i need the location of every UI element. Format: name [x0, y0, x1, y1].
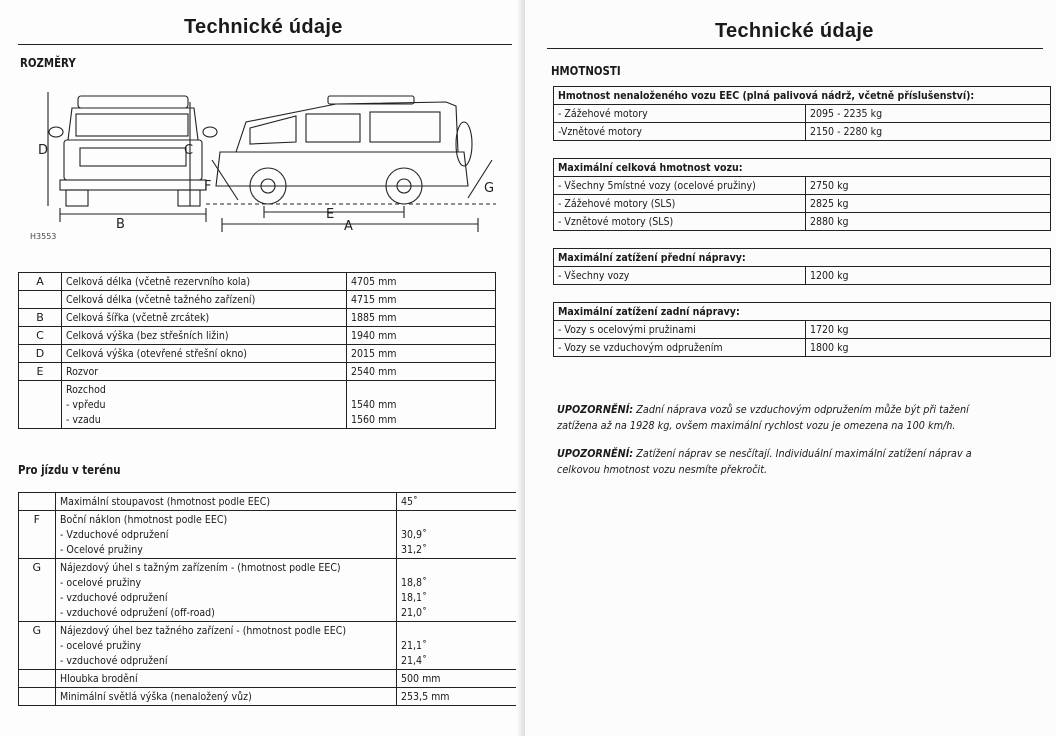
- row-key: E: [19, 363, 62, 381]
- page-title: Technické údaje: [184, 16, 343, 38]
- weight-label-text: - Vozy se vzduchovým odpružením: [558, 341, 723, 354]
- title-rule: [18, 44, 512, 45]
- group-spacer: [554, 285, 1051, 303]
- weight-label: [554, 339, 806, 357]
- description-line: - ocelové pružiny: [59, 576, 141, 589]
- label-g: G: [484, 181, 495, 196]
- group-header-text: Maximální zatížení zadní nápravy:: [558, 305, 740, 318]
- table-row: [19, 327, 496, 345]
- description-line: - Vzduchové odpružení: [59, 528, 168, 541]
- row-key: [19, 291, 62, 309]
- row-value: [347, 363, 496, 381]
- row-value: [397, 559, 525, 622]
- weight-value: [806, 123, 1051, 141]
- description-line: Celková délka (včetně tažného zařízení): [66, 293, 256, 306]
- weight-label: [554, 213, 806, 231]
- label-d: D: [38, 143, 49, 158]
- right-page: [525, 0, 1056, 736]
- row-description: [62, 291, 347, 309]
- table-row: [19, 273, 496, 291]
- weights-table: [553, 86, 1051, 357]
- row-value: [347, 273, 496, 291]
- label-c: C: [184, 143, 194, 158]
- row-key: [19, 670, 56, 688]
- group-header-row: [554, 159, 1051, 177]
- group-header-row: [554, 87, 1051, 105]
- table-row: [19, 363, 496, 381]
- table-row: [19, 670, 525, 688]
- weight-value-text: 2880 kg: [810, 215, 849, 228]
- weight-value-text: 2825 kg: [810, 197, 849, 210]
- description-line: - vpředu: [66, 398, 106, 411]
- table-row: [19, 493, 525, 511]
- value-line: 18,1˚: [401, 591, 427, 604]
- row-value: [397, 688, 525, 706]
- description-line: Hloubka brodění: [59, 672, 138, 685]
- description-line: Nájezdový úhel bez tažného zařízení - (hmotnost podle EEC): [59, 624, 346, 637]
- row-description: [62, 363, 347, 381]
- table-row: [19, 559, 525, 622]
- description-line: - vzduchové odpružení (off-road): [59, 606, 215, 619]
- value-line: 31,2˚: [401, 543, 427, 556]
- value-line: 4715 mm: [351, 293, 397, 306]
- row-description: [62, 345, 347, 363]
- description-line: Maximální stoupavost (hmotnost podle EEC): [59, 495, 270, 508]
- weight-value: [806, 105, 1051, 123]
- weight-label: [554, 321, 806, 339]
- row-value: [347, 327, 496, 345]
- description-line: Rozvor: [66, 365, 99, 378]
- front-grille: [80, 148, 186, 166]
- row-description: [62, 273, 347, 291]
- description-line: - Ocelové pružiny: [59, 543, 143, 556]
- row-value: [347, 345, 496, 363]
- table-row: [554, 123, 1051, 141]
- group-header-text: Hmotnost nenaloženého vozu EEC (plná palivová nádrž, včetně příslušenství):: [558, 89, 975, 102]
- description-line: Celková šířka (včetně zrcátek): [66, 311, 210, 324]
- front-body: [64, 140, 202, 180]
- group-header: [554, 303, 1051, 321]
- side-window-rear: [370, 112, 440, 142]
- spare-wheel: [456, 122, 472, 166]
- row-value: [347, 381, 496, 429]
- weight-value-text: 2150 - 2280 kg: [810, 125, 883, 138]
- weight-value: [806, 195, 1051, 213]
- front-wheel-right: [178, 190, 200, 206]
- row-description: [55, 511, 397, 559]
- weight-label: [554, 177, 806, 195]
- description-line: Minimální světlá výška (nenaložený vůz): [59, 690, 252, 703]
- row-key: D: [19, 345, 62, 363]
- weight-value: [806, 213, 1051, 231]
- group-spacer: [554, 141, 1051, 159]
- group-header: [554, 87, 1051, 105]
- weight-label-text: - Vozy s ocelovými pružinami: [558, 323, 696, 336]
- side-window-middle: [306, 114, 360, 142]
- side-body: [216, 152, 468, 186]
- description-line: Nájezdový úhel s tažným zařízením - (hmotnost podle EEC): [59, 561, 341, 574]
- weight-label: [554, 105, 806, 123]
- value-line: 21,4˚: [401, 654, 427, 667]
- note-1-label: UPOZORNĚNÍ:: [557, 403, 634, 416]
- side-cabin: [236, 102, 458, 152]
- row-value: [347, 291, 496, 309]
- row-description: [62, 381, 347, 429]
- description-line: Rozchod: [66, 383, 106, 396]
- group-spacer-cell: [554, 285, 1051, 303]
- value-line: 45˚: [401, 495, 418, 508]
- section-dimensions: ROZMĚRY: [20, 56, 76, 70]
- value-line: 1540 mm: [351, 398, 397, 411]
- description-line: - vzduchové odpružení: [59, 591, 168, 604]
- value-line: 500 mm: [401, 672, 441, 685]
- label-b: B: [116, 217, 125, 232]
- note-1-text: Zadní náprava vozů se vzduchovým odpružením může být při tažení zatížena až na 1928 kg, ovšem maximální rychlost vozu je omezena na 100 km/h.: [557, 403, 969, 432]
- group-header: [554, 159, 1051, 177]
- row-description: [55, 559, 397, 622]
- value-line: 30,9˚: [401, 528, 427, 541]
- weight-value-text: 2095 - 2235 kg: [810, 107, 883, 120]
- table-row: [554, 267, 1051, 285]
- group-header-text: Maximální celková hmotnost vozu:: [558, 161, 743, 174]
- weight-value-text: 1720 kg: [810, 323, 849, 336]
- value-line: 1885 mm: [351, 311, 397, 324]
- group-spacer: [554, 231, 1051, 249]
- label-a: A: [344, 219, 353, 234]
- description-line: Celková výška (otevřené střešní okno): [66, 347, 248, 360]
- weight-value: [806, 177, 1051, 195]
- table-row: [19, 511, 525, 559]
- vehicle-dimensions-diagram: [36, 82, 506, 242]
- weight-value: [806, 339, 1051, 357]
- title-rule: [547, 48, 1043, 49]
- row-key: C: [19, 327, 62, 345]
- weight-label-text: - Zážehové motory (SLS): [558, 197, 676, 210]
- row-key: A: [19, 273, 62, 291]
- weight-value-text: 2750 kg: [810, 179, 849, 192]
- row-value: [397, 670, 525, 688]
- note-2-text: Zatížení náprav se nesčítají. Individuální maximální zatížení náprav a celkovou hmotnost vozu nesmíte překročit.: [557, 447, 972, 476]
- row-key: F: [19, 511, 56, 559]
- row-description: [55, 670, 397, 688]
- table-row: [554, 321, 1051, 339]
- group-header-row: [554, 249, 1051, 267]
- row-key: G: [19, 622, 56, 670]
- description-line: - vzduchové odpružení: [59, 654, 168, 667]
- front-roof-rack: [78, 96, 188, 108]
- left-page: [0, 0, 525, 736]
- weight-value-text: 1800 kg: [810, 341, 849, 354]
- value-line: 21,1˚: [401, 639, 427, 652]
- table-row: [19, 345, 496, 363]
- weight-label-text: - Zážehové motory: [558, 107, 648, 120]
- row-description: [55, 493, 397, 511]
- row-value: [397, 493, 525, 511]
- section-offroad: Pro jízdu v terénu: [18, 463, 121, 477]
- group-spacer-cell: [554, 231, 1051, 249]
- value-line: 18,8˚: [401, 576, 427, 589]
- weight-label: [554, 123, 806, 141]
- note-1: [557, 402, 1047, 434]
- front-windscreen: [76, 114, 188, 136]
- description-line: - vzadu: [66, 413, 101, 426]
- table-row: [554, 213, 1051, 231]
- description-line: Celková délka (včetně rezervního kola): [66, 275, 251, 288]
- value-line: 2015 mm: [351, 347, 397, 360]
- group-header-text: Maximální zatížení přední nápravy:: [558, 251, 746, 264]
- weight-label-text: - Všechny vozy: [558, 269, 630, 282]
- value-line: 1560 mm: [351, 413, 397, 426]
- row-key: [19, 381, 62, 429]
- value-line: 253,5 mm: [401, 690, 450, 703]
- front-windscreen-frame: [68, 108, 198, 140]
- group-header-row: [554, 303, 1051, 321]
- row-key: B: [19, 309, 62, 327]
- value-line: 4705 mm: [351, 275, 397, 288]
- table-row: [19, 622, 525, 670]
- section-weights: HMOTNOSTI: [551, 64, 621, 78]
- table-row: [554, 105, 1051, 123]
- row-description: [62, 327, 347, 345]
- row-key: G: [19, 559, 56, 622]
- table-row: [554, 177, 1051, 195]
- description-line: Boční náklon (hmotnost podle EEC): [59, 513, 227, 526]
- description-line: Celková výška (bez střešních ližin): [66, 329, 229, 342]
- row-description: [55, 622, 397, 670]
- note-2-label: UPOZORNĚNÍ:: [557, 447, 634, 460]
- table-row: [19, 291, 496, 309]
- note-2: [557, 446, 1047, 478]
- value-line: 21,0˚: [401, 606, 427, 619]
- group-header: [554, 249, 1051, 267]
- offroad-table: [18, 492, 525, 706]
- row-key: [19, 688, 56, 706]
- diagram-code: H3553: [30, 232, 57, 241]
- weight-value: [806, 321, 1051, 339]
- description-line: - ocelové pružiny: [59, 639, 141, 652]
- front-wheel-left: [66, 190, 88, 206]
- dimensions-table: [18, 272, 496, 429]
- mirror-right: [203, 127, 217, 137]
- table-row: [19, 381, 496, 429]
- weight-value-text: 1200 kg: [810, 269, 849, 282]
- page-title: Technické údaje: [715, 20, 874, 42]
- front-bumper: [60, 180, 206, 190]
- row-description: [55, 688, 397, 706]
- mirror-left: [49, 127, 63, 137]
- weight-label-text: - Všechny 5místné vozy (ocelové pružiny): [558, 179, 756, 192]
- weight-label: [554, 267, 806, 285]
- row-description: [62, 309, 347, 327]
- table-row: [554, 339, 1051, 357]
- table-row: [19, 309, 496, 327]
- row-value: [397, 511, 525, 559]
- label-e: E: [326, 207, 335, 222]
- table-row: [19, 688, 525, 706]
- value-line: 1940 mm: [351, 329, 397, 342]
- row-value: [347, 309, 496, 327]
- label-f: F: [204, 179, 212, 194]
- weight-value: [806, 267, 1051, 285]
- row-value: [397, 622, 525, 670]
- weight-label-text: -Vznětové motory: [558, 125, 643, 138]
- row-key: [19, 493, 56, 511]
- weight-label-text: - Vznětové motory (SLS): [558, 215, 674, 228]
- table-row: [554, 195, 1051, 213]
- value-line: 2540 mm: [351, 365, 397, 378]
- group-spacer-cell: [554, 141, 1051, 159]
- weight-label: [554, 195, 806, 213]
